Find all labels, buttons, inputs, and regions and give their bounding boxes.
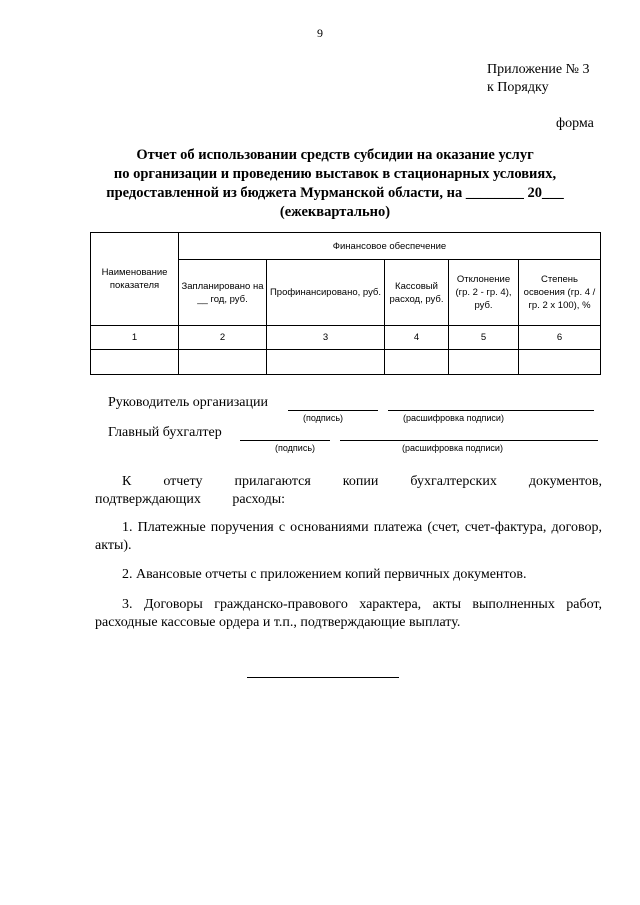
column-number: 1 <box>91 326 179 350</box>
header-deviation: Отклонение (гр. 2 - гр. 4), руб. <box>449 260 519 326</box>
form-label: форма <box>556 116 594 131</box>
accountant-decoding-line <box>340 440 598 441</box>
attachments-intro: К отчету прилагаются копии бухгалтерских документов, подтверждающих расходы: <box>95 474 602 507</box>
appendix-number: Приложение № 3 <box>487 62 590 77</box>
head-decoding-caption: (расшифровка подписи) <box>403 413 504 423</box>
column-number: 2 <box>179 326 267 350</box>
report-title <box>70 146 600 222</box>
table-row-empty <box>91 350 601 375</box>
table-cell <box>385 350 449 375</box>
header-cash-expense: Кассовый расход, руб. <box>385 260 449 326</box>
attachment-item-1: 1. Платежные поручения с основаниями платежа (счет, счет-фактура, договор, акты). <box>95 520 602 553</box>
chief-accountant-label: Главный бухгалтер <box>108 425 222 440</box>
page-number: 9 <box>317 26 323 40</box>
column-number: 6 <box>519 326 601 350</box>
table-row-numbers <box>91 326 601 350</box>
head-signature-caption: (подпись) <box>303 413 344 423</box>
column-number: 3 <box>267 326 385 350</box>
appendix-reference: к Порядку <box>487 80 549 95</box>
accountant-decoding-caption: (расшифровка подписи) <box>402 443 503 453</box>
attachment-item-3: 3. Договоры гражданско-правового характера, акты выполненных работ, расходные кассовые ордера и т.п., подтверждающие выплату. <box>95 597 602 630</box>
accountant-signature-line <box>240 440 330 441</box>
attachment-item-2: 2. Авансовые отчеты с приложением копий первичных документов. <box>122 567 527 582</box>
report-table <box>90 232 601 375</box>
header-indicator: Наименование показателя <box>91 233 179 326</box>
header-financial-support: Финансовое обеспечение <box>179 233 601 260</box>
table-cell <box>91 350 179 375</box>
title-line-2: по организации и проведению выставок в стационарных условиях, <box>113 166 557 182</box>
head-decoding-line <box>388 410 594 411</box>
table-cell <box>519 350 601 375</box>
head-signature-line <box>288 410 378 411</box>
head-of-organization-label: Руководитель организации <box>108 395 268 410</box>
column-number: 4 <box>385 326 449 350</box>
accountant-signature-caption: (подпись) <box>275 443 316 453</box>
table-cell <box>449 350 519 375</box>
header-planned: Запланировано на __ год, руб. <box>179 260 267 326</box>
header-degree: Степень освоения (гр. 4 / гр. 2 х 100), % <box>519 260 601 326</box>
column-number: 5 <box>449 326 519 350</box>
title-line-4: (ежеквартально) <box>279 204 391 220</box>
title-line-1: Отчет об использовании средств субсидии на оказание услуг <box>136 147 534 163</box>
table-cell <box>267 350 385 375</box>
title-line-3: предоставленной из бюджета Мурманской области, на ________ 20___ <box>106 185 564 201</box>
table-cell <box>179 350 267 375</box>
end-separator-line <box>247 677 399 678</box>
header-financed: Профинансировано, руб. <box>267 260 385 326</box>
